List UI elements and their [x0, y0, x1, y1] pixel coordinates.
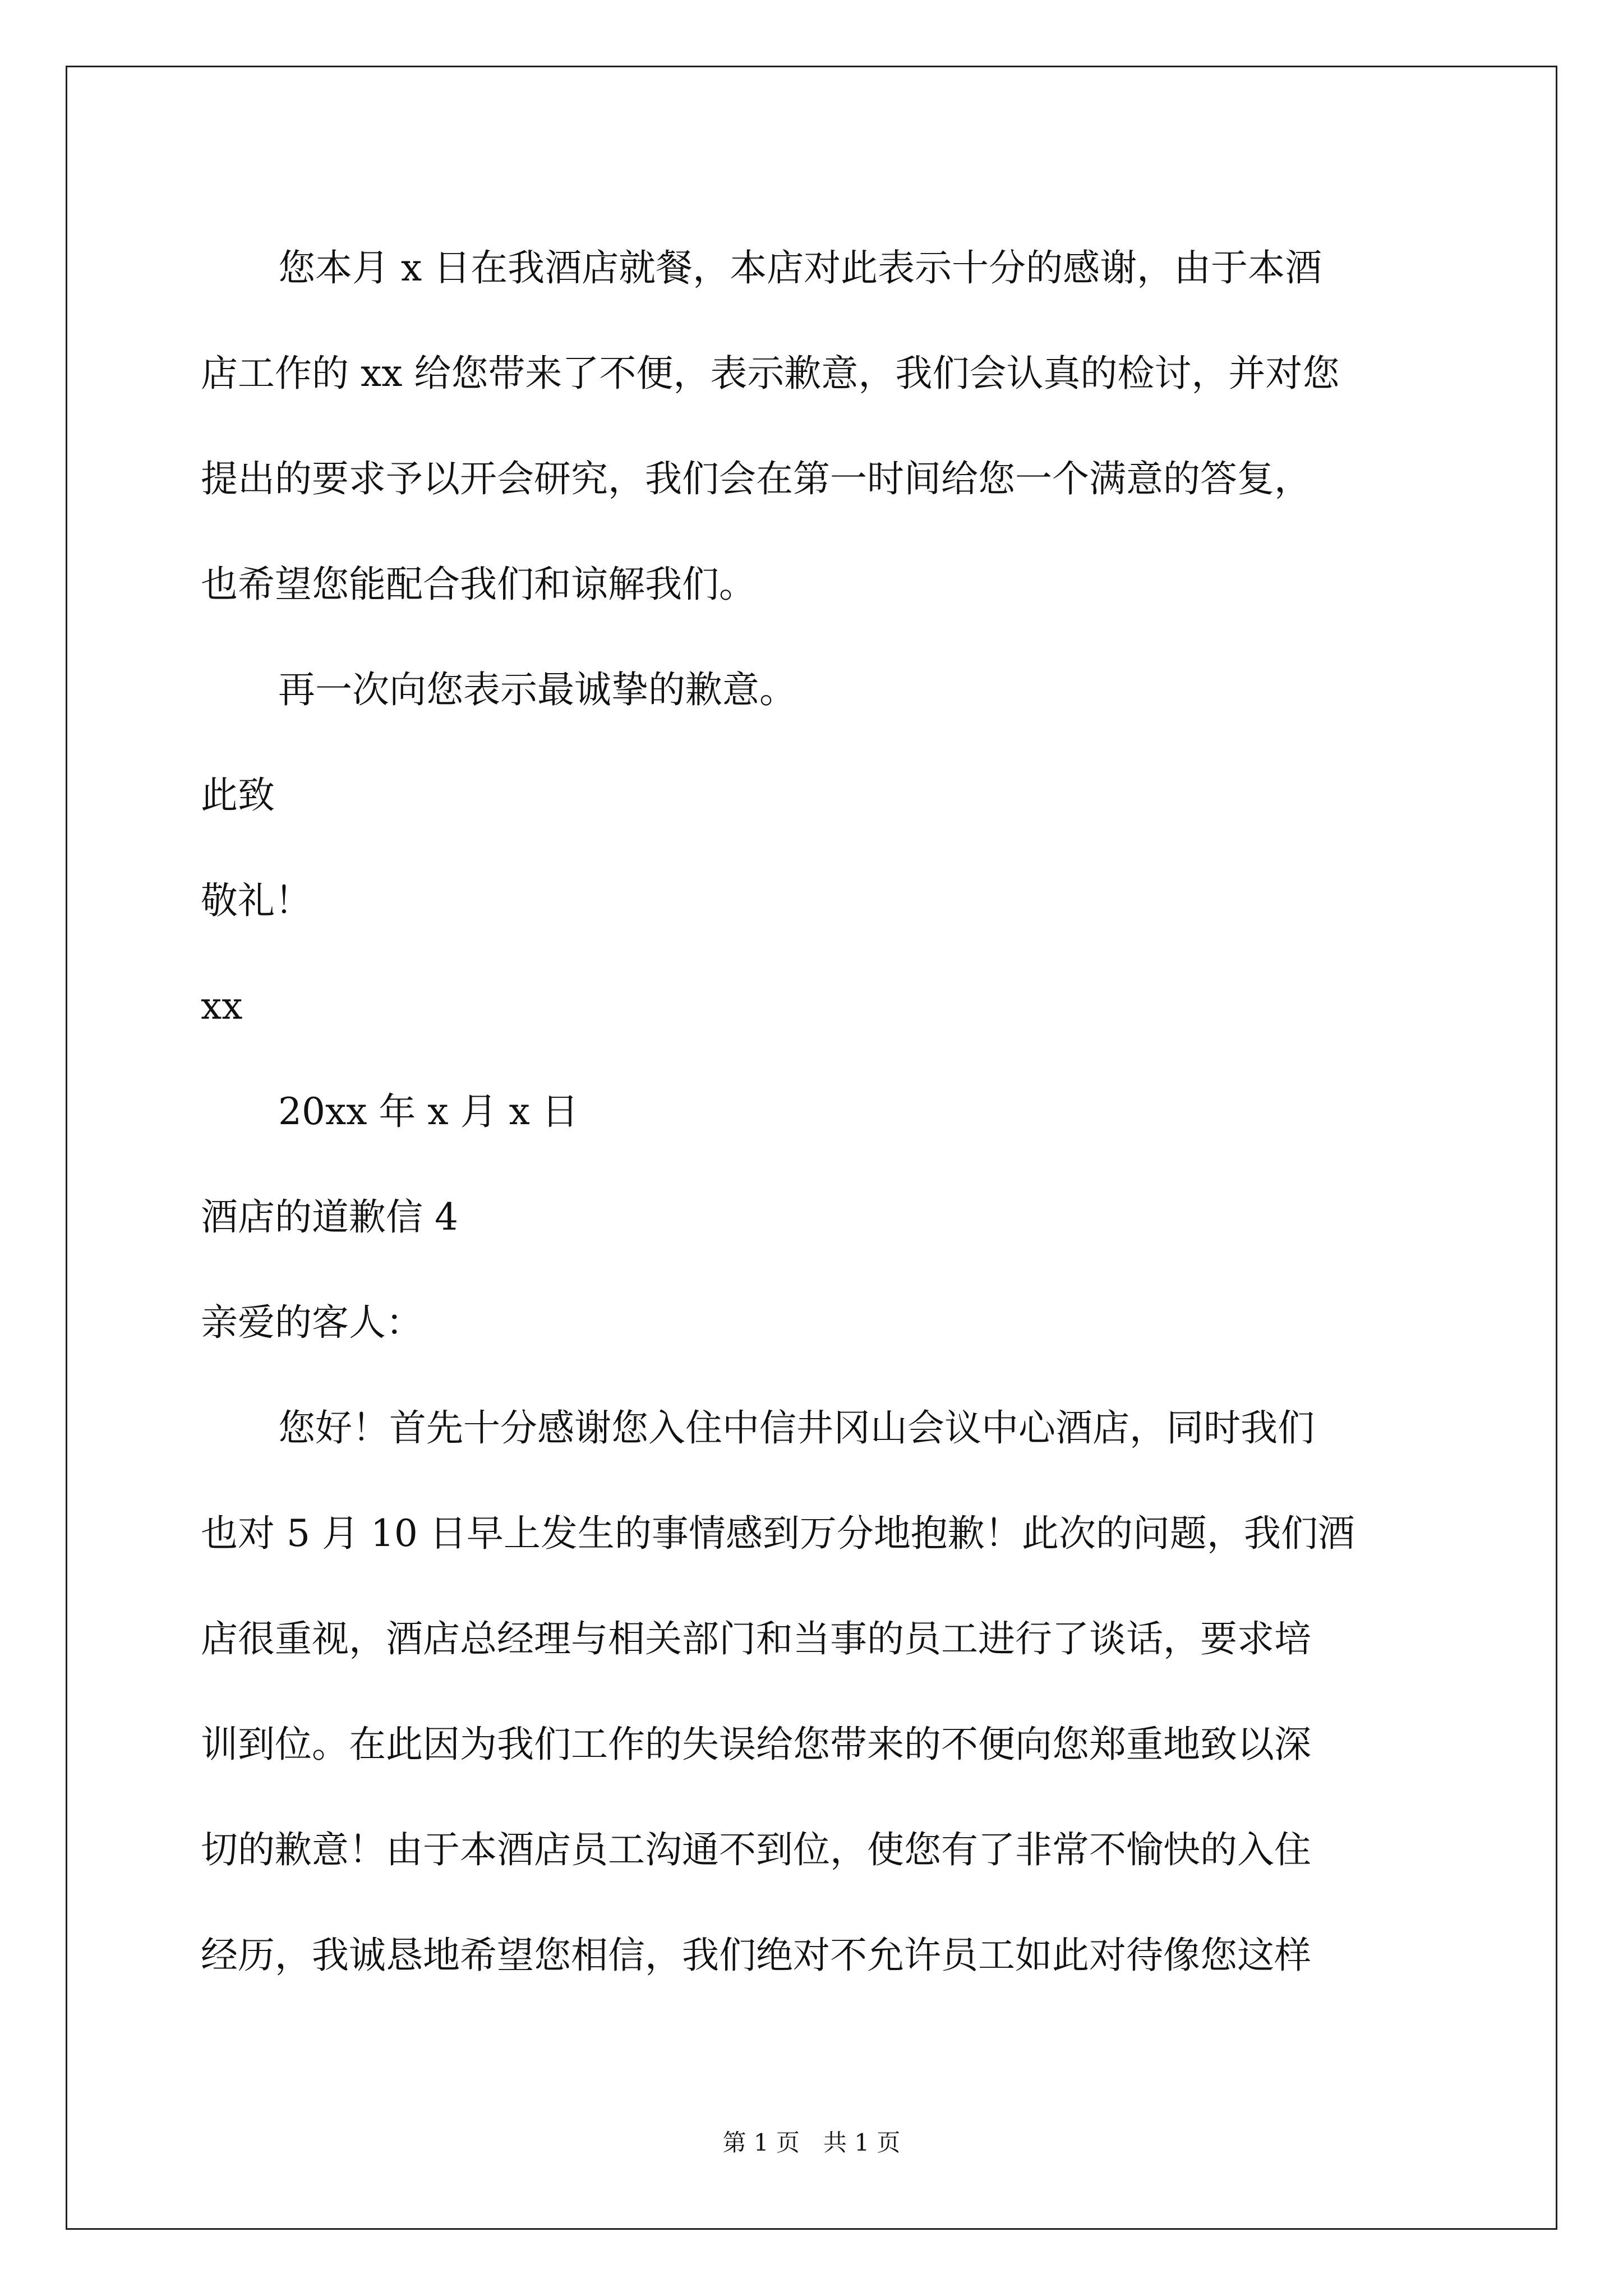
body-line: 也对 5 月 10 日早上发生的事情感到万分地抱歉！此次的问题，我们酒 [201, 1512, 1355, 1555]
date-line: 20xx 年 x 月 x 日 [278, 1090, 579, 1133]
body-line: 再一次向您表示最诚挚的歉意。 [278, 668, 796, 711]
document-body [201, 215, 1429, 2008]
closing-line: 此致 [201, 774, 275, 817]
closing-line: 敬礼！ [201, 879, 312, 922]
body-line: 也希望您能配合我们和谅解我们。 [201, 563, 756, 606]
signature: xx [201, 984, 243, 1028]
body-line: 店很重视，酒店总经理与相关部门和当事的员工进行了谈话，要求培 [201, 1617, 1311, 1660]
body-line: 您好！首先十分感谢您入住中信井冈山会议中心酒店，同时我们 [278, 1406, 1315, 1450]
page-footer: 第 1 页 共 1 页 [722, 2129, 901, 2156]
body-line: 您本月 x 日在我酒店就餐，本店对此表示十分的感谢，由于本酒 [278, 246, 1322, 289]
body-line: 店工作的 xx 给您带来了不便，表示歉意，我们会认真的检讨，并对您 [201, 352, 1340, 395]
section-title: 酒店的道歉信 4 [201, 1195, 458, 1239]
salutation: 亲爱的客人： [201, 1301, 423, 1344]
body-line: 训到位。在此因为我们工作的失误给您带来的不便向您郑重地致以深 [201, 1723, 1311, 1766]
body-line: 提出的要求予以开会研究，我们会在第一时间给您一个满意的答复， [201, 457, 1311, 500]
body-line: 经历，我诚恳地希望您相信，我们绝对不允许员工如此对待像您这样 [201, 1934, 1311, 1977]
body-line: 切的歉意！由于本酒店员工沟通不到位，使您有了非常不愉快的入住 [201, 1828, 1311, 1871]
